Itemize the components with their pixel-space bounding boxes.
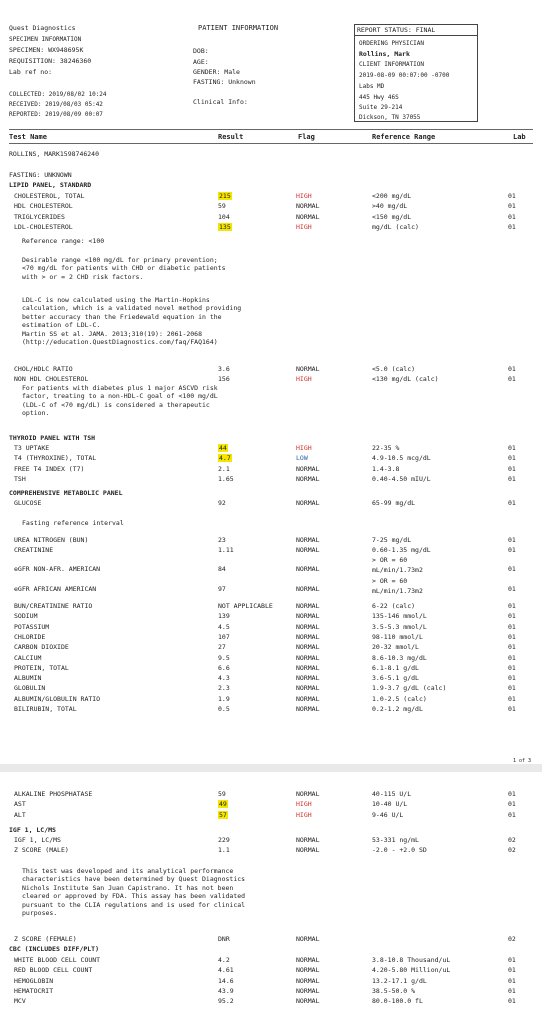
- test-result: 1.9: [218, 694, 230, 703]
- test-flag: NORMAL: [296, 684, 320, 693]
- test-result: 104: [218, 212, 230, 221]
- reference-range: 0.60-1.35 mg/dL: [372, 546, 431, 554]
- lab-code: 01: [508, 454, 516, 463]
- test-flag: NORMAL: [296, 536, 320, 544]
- header-rule-bottom: [9, 143, 533, 144]
- col-test-name: Test Name: [9, 133, 47, 141]
- test-result: 6.6: [218, 663, 230, 672]
- test-name: T4 (THYROXINE), TOTAL: [14, 454, 97, 463]
- reported-date: REPORTED: 2019/08/09 00:07: [9, 111, 103, 118]
- reference-range: 7-25 mg/dL: [372, 536, 412, 544]
- test-result: 14.6: [218, 976, 234, 985]
- cmp-panel-title: COMPREHENSIVE METABOLIC PANEL: [9, 489, 123, 497]
- test-result: 23: [218, 536, 226, 544]
- col-flag: Flag: [298, 133, 315, 141]
- lab-code: 01: [508, 643, 516, 652]
- header-rule-top: [9, 129, 533, 130]
- test-name: CREATININE: [14, 546, 54, 554]
- test-name: ALBUMIN: [14, 674, 42, 683]
- test-name: FREE T4 INDEX (T7): [14, 464, 85, 473]
- test-name: TSH: [14, 474, 26, 483]
- test-result: 4.61: [218, 966, 234, 975]
- reference-range: 10-40 U/L: [372, 800, 408, 809]
- page-number: 1 of 3: [513, 758, 532, 764]
- test-result: 4.2: [218, 956, 230, 964]
- requisition: REQUISITION: 38246360: [9, 57, 92, 65]
- test-name: CHLORIDE: [14, 632, 46, 641]
- test-flag: NORMAL: [296, 705, 320, 713]
- lab-code: 02: [508, 836, 516, 844]
- test-flag: NORMAL: [296, 966, 320, 975]
- test-result: 1.65: [218, 474, 234, 483]
- lab-code: 01: [508, 966, 516, 975]
- lab-code: 01: [508, 800, 516, 809]
- fasting-unknown: FASTING: UNKNOWN: [9, 171, 72, 179]
- test-name: IGF 1, LC/MS: [14, 836, 61, 844]
- test-flag: HIGH: [296, 222, 312, 231]
- test-name: ALKALINE PHOSPHATASE: [14, 790, 93, 798]
- test-name: ALBUMIN/GLOBULIN RATIO: [14, 694, 101, 703]
- col-reference-range: Reference Range: [372, 133, 436, 141]
- lab-code: 01: [508, 365, 516, 373]
- test-name: GLUCOSE: [14, 499, 42, 507]
- test-result: 4.7: [219, 454, 231, 463]
- lab-code: 01: [508, 222, 516, 231]
- test-result: 44: [219, 444, 227, 452]
- egfr-non-result: 84: [218, 565, 226, 573]
- reference-range: 3.6-5.1 g/dL: [372, 674, 419, 683]
- reference-range: 13.2-17.1 g/dL: [372, 976, 427, 985]
- reference-range: 4.9-10.5 mcg/dL: [372, 454, 431, 463]
- test-flag: NORMAL: [296, 643, 320, 652]
- lab-code: 01: [508, 212, 516, 221]
- test-flag: NORMAL: [296, 464, 320, 473]
- test-name: POTASSIUM: [14, 622, 50, 631]
- fasting-status: FASTING: Unknown: [193, 78, 256, 86]
- test-name: CARBON DIOXIDE: [14, 643, 69, 652]
- lab-code: 01: [508, 790, 516, 798]
- client-labs: Labs MD: [359, 83, 385, 90]
- reference-range: 6.1-8.1 g/dL: [372, 663, 419, 672]
- reference-range: >40 mg/dL: [372, 202, 408, 211]
- lab-code: 02: [508, 846, 516, 855]
- test-flag: NORMAL: [296, 474, 320, 483]
- test-result: 3.6: [218, 365, 230, 373]
- dob: DOB:: [193, 47, 209, 55]
- test-result: 59: [218, 790, 226, 798]
- test-result: 27: [218, 643, 226, 652]
- lab-code: 01: [508, 375, 516, 383]
- reference-range: 6-22 (calc): [372, 602, 416, 610]
- reference-range: 3.5-5.3 mmol/L: [372, 622, 427, 631]
- test-name: CALCIUM: [14, 653, 42, 662]
- test-result: 9.5: [218, 653, 230, 662]
- test-name: Z SCORE (MALE): [14, 846, 69, 855]
- test-name: NON HDL CHOLESTEROL: [14, 375, 89, 383]
- lipid-panel-title: LIPID PANEL, STANDARD: [9, 181, 92, 189]
- lab-code: 01: [508, 653, 516, 662]
- reference-range: mg/dL (calc): [372, 222, 419, 231]
- nonhdl-note: For patients with diabetes plus 1 major ASCVD risk factor, treating to a non-HDL-C goal of <100 mg/dL (LDL-C of <70 mg/dL) is considered a therapeutic option.: [22, 384, 218, 418]
- physician-name: Rollins, Mark: [359, 50, 410, 58]
- clinical-info: Clinical Info:: [193, 98, 248, 106]
- test-result: 92: [218, 499, 226, 507]
- col-lab: Lab: [513, 133, 526, 141]
- specimen-id: SPECIMEN: WX948695K: [9, 46, 84, 54]
- zscore-female-result: DNR: [218, 935, 230, 943]
- test-flag: NORMAL: [296, 836, 320, 844]
- ldl-reference: Reference range: <100: [22, 237, 105, 245]
- reference-range: 9-46 U/L: [372, 810, 404, 819]
- test-result: NOT APPLICABLE: [218, 602, 273, 610]
- lab-code: 01: [508, 612, 516, 621]
- test-result: 57: [219, 810, 227, 819]
- fasting-ref-interval: Fasting reference interval: [22, 519, 124, 527]
- test-flag: NORMAL: [296, 499, 320, 507]
- lab-name: Quest Diagnostics: [9, 24, 76, 32]
- lab-code: 01: [508, 956, 516, 964]
- test-name: BUN/CREATININE RATIO: [14, 602, 93, 610]
- lab-code: 01: [508, 986, 516, 995]
- test-flag: NORMAL: [296, 632, 320, 641]
- test-flag: NORMAL: [296, 202, 320, 211]
- report-status: REPORT STATUS: FINAL: [357, 26, 436, 34]
- client-address-3: Dickson, TN 37055: [359, 114, 421, 121]
- test-result: 156: [218, 375, 230, 383]
- test-result: 1.1: [218, 846, 230, 855]
- ldl-note-primary: Desirable range <100 mg/dL for primary prevention; <70 mg/dL for patients with CHD or diabetic patients with > or = 2 CHD risk factors.: [22, 256, 226, 281]
- reference-range: 1.4-3.8: [372, 464, 400, 473]
- test-flag: NORMAL: [296, 622, 320, 631]
- test-name: HEMOGLOBIN: [14, 976, 54, 985]
- test-flag: NORMAL: [296, 986, 320, 995]
- collected-date: COLLECTED: 2019/08/02 10:24: [9, 91, 107, 98]
- reference-range: 53-331 ng/mL: [372, 836, 419, 844]
- test-name: RED BLOOD CELL COUNT: [14, 966, 93, 975]
- test-flag: NORMAL: [296, 846, 320, 855]
- test-flag: NORMAL: [296, 976, 320, 985]
- test-result: 107: [218, 632, 230, 641]
- lab-code: 01: [508, 499, 516, 507]
- lab-code: 01: [508, 684, 516, 693]
- ordering-physician-label: ORDERING PHYSICIAN: [359, 40, 425, 47]
- report-page-2: [0, 772, 542, 1024]
- test-name: GLOBULIN: [14, 684, 46, 693]
- zscore-female-lab: 02: [508, 935, 516, 943]
- reference-range: 4.20-5.80 Million/uL: [372, 966, 451, 975]
- test-result: 215: [219, 192, 231, 200]
- egfr-afr-flag: NORMAL: [296, 585, 320, 593]
- gender: GENDER: Male: [193, 68, 240, 76]
- lab-ref: Lab ref no:: [9, 68, 53, 76]
- test-flag: NORMAL: [296, 653, 320, 662]
- egfr-non-range1: > OR = 60: [372, 556, 408, 564]
- test-flag: NORMAL: [296, 694, 320, 703]
- reference-range: 8.6-10.3 mg/dL: [372, 653, 427, 662]
- reference-range: <5.0 (calc): [372, 365, 416, 373]
- test-flag: HIGH: [296, 192, 312, 200]
- test-result: 0.5: [218, 705, 230, 713]
- test-flag: NORMAL: [296, 365, 320, 373]
- reference-range: 0.2-1.2 mg/dL: [372, 705, 423, 713]
- egfr-non-lab: 01: [508, 565, 516, 573]
- test-flag: NORMAL: [296, 674, 320, 683]
- test-name: WHITE BLOOD CELL COUNT: [14, 956, 101, 964]
- zscore-female-name: Z SCORE (FEMALE): [14, 935, 77, 943]
- cbc-panel-title: CBC (INCLUDES DIFF/PLT): [9, 945, 100, 953]
- lab-code: 01: [508, 474, 516, 483]
- test-result: 229: [218, 836, 230, 844]
- test-result: 95.2: [218, 997, 234, 1006]
- lab-code: 01: [508, 464, 516, 473]
- test-result: 2.1: [218, 464, 230, 473]
- egfr-afr-name: eGFR AFRICAN AMERICAN: [14, 585, 97, 593]
- test-result: 43.9: [218, 986, 234, 995]
- test-result: 135: [219, 222, 231, 231]
- reference-range: 3.8-10.8 Thousand/uL: [372, 956, 451, 964]
- test-name: PROTEIN, TOTAL: [14, 663, 69, 672]
- egfr-afr-range1: > OR = 60: [372, 577, 408, 585]
- igf-note: This test was developed and its analytical performance characteristics have been determined by Quest Diagnostics Nichols Institute San Juan Capistrano. It has not been cleared or approved by FDA. This assay has been validated pursuant to the CLIA regulations and is used for clinical purposes.: [22, 867, 246, 918]
- client-address-1: 445 Hwy 46S: [359, 94, 399, 101]
- lab-code: 01: [508, 976, 516, 985]
- lab-code: 01: [508, 602, 516, 610]
- lab-code: 01: [508, 997, 516, 1006]
- lab-code: 01: [508, 622, 516, 631]
- test-name: TRIGLYCERIDES: [14, 212, 65, 221]
- client-date: 2019-08-09 00:07:00 -0700: [359, 72, 450, 79]
- test-flag: LOW: [296, 454, 308, 463]
- test-name: UREA NITROGEN (BUN): [14, 536, 89, 544]
- lab-code: 01: [508, 694, 516, 703]
- reference-range: 135-146 mmol/L: [372, 612, 427, 621]
- reference-range: <130 mg/dL (calc): [372, 375, 439, 383]
- received-date: RECEIVED: 2019/08/03 05:42: [9, 101, 103, 108]
- test-result: 4.3: [218, 674, 230, 683]
- igf-panel-title: IGF 1, LC/MS: [9, 826, 56, 834]
- test-name: MCV: [14, 997, 26, 1006]
- test-result: 59: [218, 202, 226, 211]
- patient-id: ROLLINS, MARK1598746240: [9, 150, 100, 158]
- lab-code: 01: [508, 202, 516, 211]
- test-name: CHOLESTEROL, TOTAL: [14, 192, 85, 200]
- lab-code: 01: [508, 192, 516, 200]
- test-flag: HIGH: [296, 375, 312, 383]
- test-result: 2.3: [218, 684, 230, 693]
- test-flag: NORMAL: [296, 997, 320, 1006]
- test-name: BILIRUBIN, TOTAL: [14, 705, 77, 713]
- reference-range: 1.0-2.5 (calc): [372, 694, 427, 703]
- egfr-afr-lab: 01: [508, 585, 516, 593]
- reference-range: 38.5-50.0 %: [372, 986, 416, 995]
- egfr-non-flag: NORMAL: [296, 565, 320, 573]
- test-flag: HIGH: [296, 444, 312, 452]
- test-flag: NORMAL: [296, 602, 320, 610]
- reference-range: <200 mg/dL: [372, 192, 412, 200]
- test-name: HEMATOCRIT: [14, 986, 54, 995]
- reference-range: 98-110 mmol/L: [372, 632, 423, 641]
- reference-range: 80.0-100.0 fL: [372, 997, 423, 1006]
- client-info-label: CLIENT INFORMATION: [359, 61, 425, 68]
- test-flag: NORMAL: [296, 612, 320, 621]
- test-flag: HIGH: [296, 800, 312, 809]
- test-flag: NORMAL: [296, 663, 320, 672]
- egfr-non-name: eGFR NON-AFR. AMERICAN: [14, 565, 101, 573]
- egfr-afr-range2: mL/min/1.73m2: [372, 587, 423, 595]
- patient-info-label: PATIENT INFORMATION: [198, 24, 279, 32]
- lab-code: 01: [508, 632, 516, 641]
- lab-code: 01: [508, 663, 516, 672]
- test-flag: NORMAL: [296, 790, 320, 798]
- col-result: Result: [218, 133, 244, 141]
- reference-range: 20-32 mmol/L: [372, 643, 419, 652]
- lab-code: 01: [508, 444, 516, 452]
- test-name: HDL CHOLESTEROL: [14, 202, 73, 211]
- test-flag: NORMAL: [296, 956, 320, 964]
- reference-range: 0.40-4.50 mIU/L: [372, 474, 431, 483]
- specimen-info-label: SPECIMEN INFORMATION: [9, 36, 82, 43]
- reference-range: 22-35 %: [372, 444, 400, 452]
- test-flag: NORMAL: [296, 212, 320, 221]
- test-result: 1.11: [218, 546, 234, 554]
- lab-code: 01: [508, 546, 516, 554]
- reference-range: <150 mg/dL: [372, 212, 412, 221]
- test-flag: HIGH: [296, 810, 312, 819]
- ldl-note-martin: LDL-C is now calculated using the Martin-Hopkins calculation, which is a validated novel method providing better accuracy than the Friedewald equation in the estimation of LDL-C. Martin SS et al. JAMA. 2013;310(19): 2061-2068 (http://education.QuestDiagnostics.com/faq/FAQ164): [22, 296, 242, 347]
- test-name: CHOL/HDLC RATIO: [14, 365, 73, 373]
- lab-code: 01: [508, 536, 516, 544]
- client-address-2: Suite 29-214: [359, 104, 403, 111]
- age: AGE:: [193, 58, 209, 66]
- reference-range: -2.0 - +2.0 SD: [372, 846, 427, 855]
- test-name: ALT: [14, 810, 26, 819]
- test-name: T3 UPTAKE: [14, 444, 50, 452]
- egfr-non-range2: mL/min/1.73m2: [372, 566, 423, 574]
- test-result: 139: [218, 612, 230, 621]
- test-flag: NORMAL: [296, 546, 320, 554]
- reference-range: 40-115 U/L: [372, 790, 412, 798]
- thyroid-panel-title: THYROID PANEL WITH TSH: [9, 434, 96, 442]
- test-name: LDL-CHOLESTEROL: [14, 222, 73, 231]
- lab-code: 01: [508, 705, 516, 713]
- test-result: 4.5: [218, 622, 230, 631]
- lab-code: 01: [508, 810, 516, 819]
- reference-range: 65-99 mg/dL: [372, 499, 416, 507]
- lab-code: 01: [508, 674, 516, 683]
- test-result: 49: [219, 800, 227, 809]
- zscore-female-flag: NORMAL: [296, 935, 320, 943]
- reference-range: 1.9-3.7 g/dL (calc): [372, 684, 447, 693]
- egfr-afr-result: 97: [218, 585, 226, 593]
- test-name: SODIUM: [14, 612, 38, 621]
- test-name: AST: [14, 800, 26, 809]
